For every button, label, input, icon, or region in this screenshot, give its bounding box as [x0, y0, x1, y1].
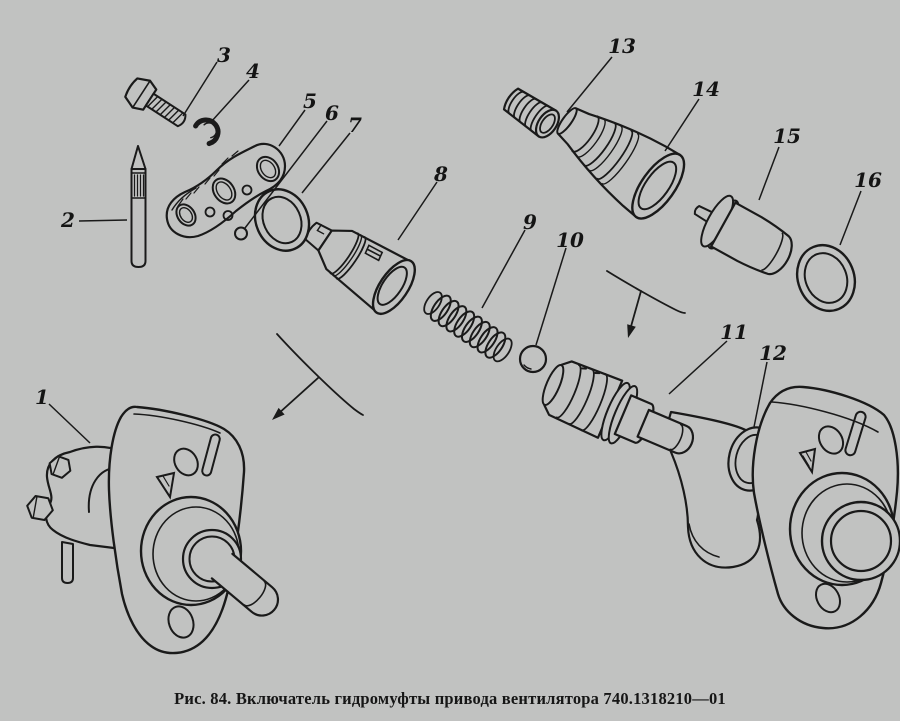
part-label-8: 8 [434, 162, 448, 186]
part-label-3: 3 [217, 43, 231, 67]
part-label-1: 1 [35, 385, 49, 409]
part-10-ball [520, 346, 546, 372]
part-label-11: 11 [720, 320, 748, 344]
part-label-7: 7 [348, 113, 362, 137]
part-6-ball-small [235, 228, 247, 240]
part-label-6: 6 [325, 101, 339, 125]
part-label-2: 2 [61, 208, 75, 232]
part-label-9: 9 [523, 210, 537, 234]
part-label-16: 16 [854, 168, 882, 192]
part-2-pin [132, 146, 146, 267]
part-label-12: 12 [759, 341, 787, 365]
figure-caption: Рис. 84. Включатель гидромуфты привода вентилятора 740.1318210—01 [174, 689, 726, 708]
part-label-15: 15 [773, 124, 801, 148]
part-label-10: 10 [556, 228, 584, 252]
part-label-14: 14 [692, 77, 720, 101]
leader-line-2 [79, 220, 127, 221]
body-pin [62, 542, 73, 583]
part-label-13: 13 [608, 34, 636, 58]
part-label-4: 4 [246, 59, 260, 83]
part-label-5: 5 [303, 89, 317, 113]
